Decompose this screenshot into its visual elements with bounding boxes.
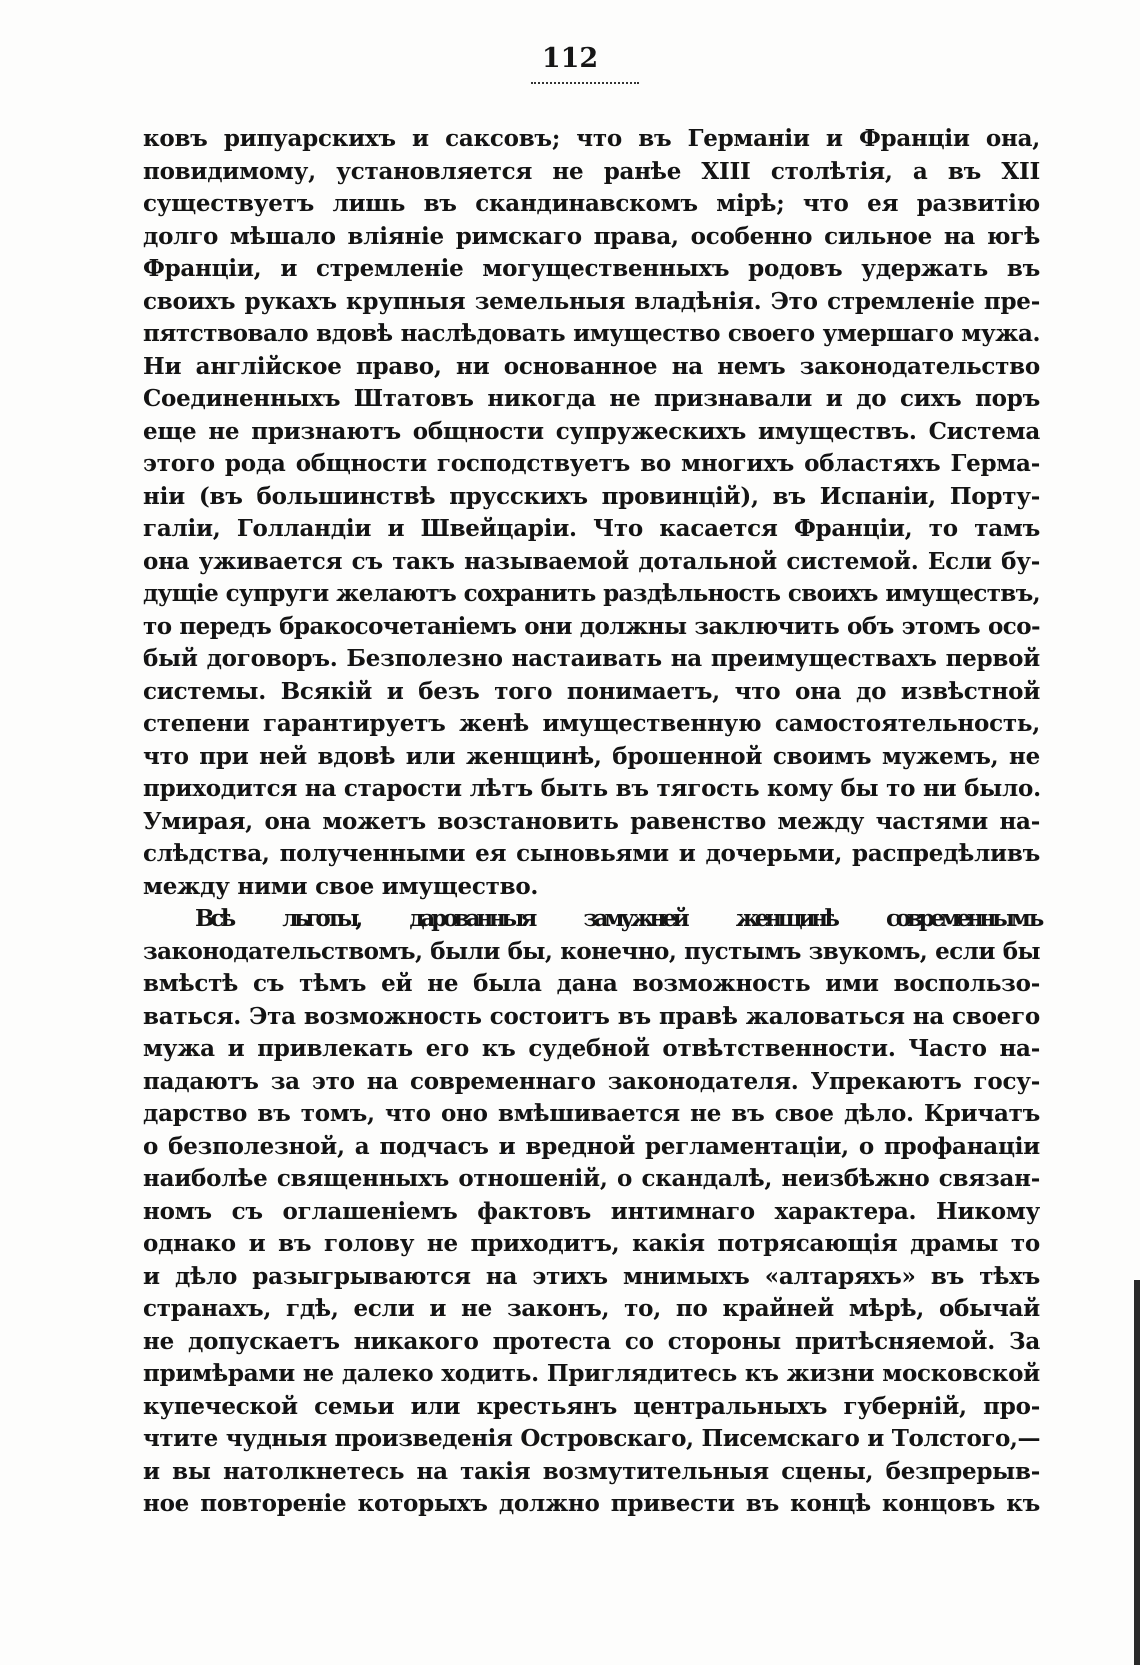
text-line: степени гарантируетъ женѣ имущественную самостоятельность,	[143, 710, 1040, 737]
text-line: странахъ, гдѣ, если и не законъ, то, по крайней мѣрѣ, обычай	[143, 1295, 1040, 1322]
text-line: чтите чудныя произведенія Островскаго, Писемскаго и Толстого,—	[143, 1425, 1040, 1452]
text-line: бый договоръ. Безполезно настаивать на преимуществахъ первой	[143, 645, 1040, 672]
text-line: мужа и привлекать его къ судебной отвѣтственности. Часто на-	[143, 1035, 1040, 1062]
text-line: и вы натолкнетесь на такія возмутительныя сцены, безпрерыв-	[143, 1457, 1040, 1485]
text-line: и дѣло разыгрываются на этихъ мнимыхъ «алтаряхъ» въ тѣхъ	[143, 1262, 1040, 1290]
text-line: она уживается съ такъ называемой дотальной системой. Если бу-	[143, 547, 1040, 575]
text-line: дущіе супруги желаютъ сохранить раздѣльность своихъ имуществъ,	[143, 580, 1040, 607]
text-line: законодательствомъ, были бы, конечно, пустымъ звукомъ, если бы	[143, 937, 1040, 965]
text-line: вмѣстѣ съ тѣмъ ей не была дана возможность ими воспользо-	[143, 970, 1040, 997]
text-line: Соединенныхъ Штатовъ никогда не признавали и до сихъ поръ	[143, 385, 1040, 412]
text-line: что при ней вдовѣ или женщинѣ, брошенной своимъ мужемъ, не	[143, 742, 1040, 770]
scan-edge-shadow	[1134, 1280, 1140, 1665]
page-number-rule	[531, 82, 639, 84]
text-line: еще не признаютъ общности супружескихъ имуществъ. Система	[143, 417, 1040, 445]
text-line: падаютъ за это на современнаго законодателя. Упрекаютъ госу-	[143, 1067, 1040, 1095]
text-line: этого рода общности господствуетъ во многихъ областяхъ Герма-	[143, 450, 1040, 477]
text-line: ное повтореніе которыхъ должно привести въ концѣ концовъ къ	[143, 1490, 1040, 1517]
text-line: приходится на старости лѣтъ быть въ тягость кому бы то ни было.	[143, 775, 1041, 802]
text-line: Умирая, она можетъ возстановить равенство между частями на-	[143, 807, 1040, 835]
text-line: галіи, Голландіи и Швейцаріи. Что касается Франціи, то тамъ	[143, 515, 1040, 542]
text-line: своихъ рукахъ крупныя земельныя владѣнія. Это стремленіе пре-	[143, 287, 1040, 315]
text-line: Всѣ льготы, дарованныя замужней женщинѣ современнымъ	[195, 905, 1040, 932]
text-line: не допускаетъ никакого протеста со стороны притѣсняемой. За	[143, 1327, 1040, 1355]
text-line: системы. Всякій и безъ того понимаетъ, что она до извѣстной	[143, 677, 1040, 705]
page-number: 112	[541, 43, 599, 74]
text-line: купеческой семьи или крестьянъ центральныхъ губерній, про-	[143, 1392, 1040, 1420]
text-line: слѣдства, полученными ея сыновьями и дочерьми, распредѣливъ	[143, 840, 1040, 867]
text-line: пятствовало вдовѣ наслѣдовать имущество своего умершаго мужа.	[143, 320, 1040, 347]
text-line: Ни англійское право, ни основанное на немъ законодательство	[143, 352, 1040, 380]
text-line: долго мѣшало вліяніе римскаго права, особенно сильное на югѣ	[143, 222, 1040, 250]
text-line: о безполезной, а подчасъ и вредной регламентаціи, о профанаціи	[143, 1132, 1040, 1160]
body-text	[143, 123, 1040, 1521]
text-line: примѣрами не далеко ходить. Приглядитесь къ жизни московской	[143, 1360, 1040, 1387]
text-line: между ними свое имущество.	[143, 872, 539, 900]
text-line: однако и въ голову не приходитъ, какія потрясающія драмы то	[143, 1230, 1040, 1257]
text-line: Франціи, и стремленіе могущественныхъ родовъ удержать въ	[143, 255, 1040, 282]
text-line: повидимому, установляется не ранѣе XIII столѣтія, а въ XII	[143, 157, 1040, 185]
text-line: дарство въ томъ, что оно вмѣшивается не въ свое дѣло. Кричатъ	[143, 1100, 1040, 1127]
text-line: существуетъ лишь въ скандинавскомъ мірѣ; что ея развитію	[143, 190, 1040, 217]
text-line: ковъ рипуарскихъ и саксовъ; что въ Германіи и Франціи она,	[143, 125, 1040, 152]
text-line: номъ съ оглашеніемъ фактовъ интимнаго характера. Никому	[143, 1197, 1040, 1225]
text-line: наиболѣе священныхъ отношеній, о скандалѣ, неизбѣжно связан-	[143, 1165, 1040, 1192]
text-line: то передъ бракосочетаніемъ они должны заключить объ этомъ осо-	[143, 612, 1040, 640]
text-line: ваться. Эта возможность состоитъ въ правѣ жаловаться на своего	[143, 1002, 1040, 1030]
text-line: ніи (въ большинствѣ прусскихъ провинцій), въ Испаніи, Порту-	[143, 482, 1040, 510]
